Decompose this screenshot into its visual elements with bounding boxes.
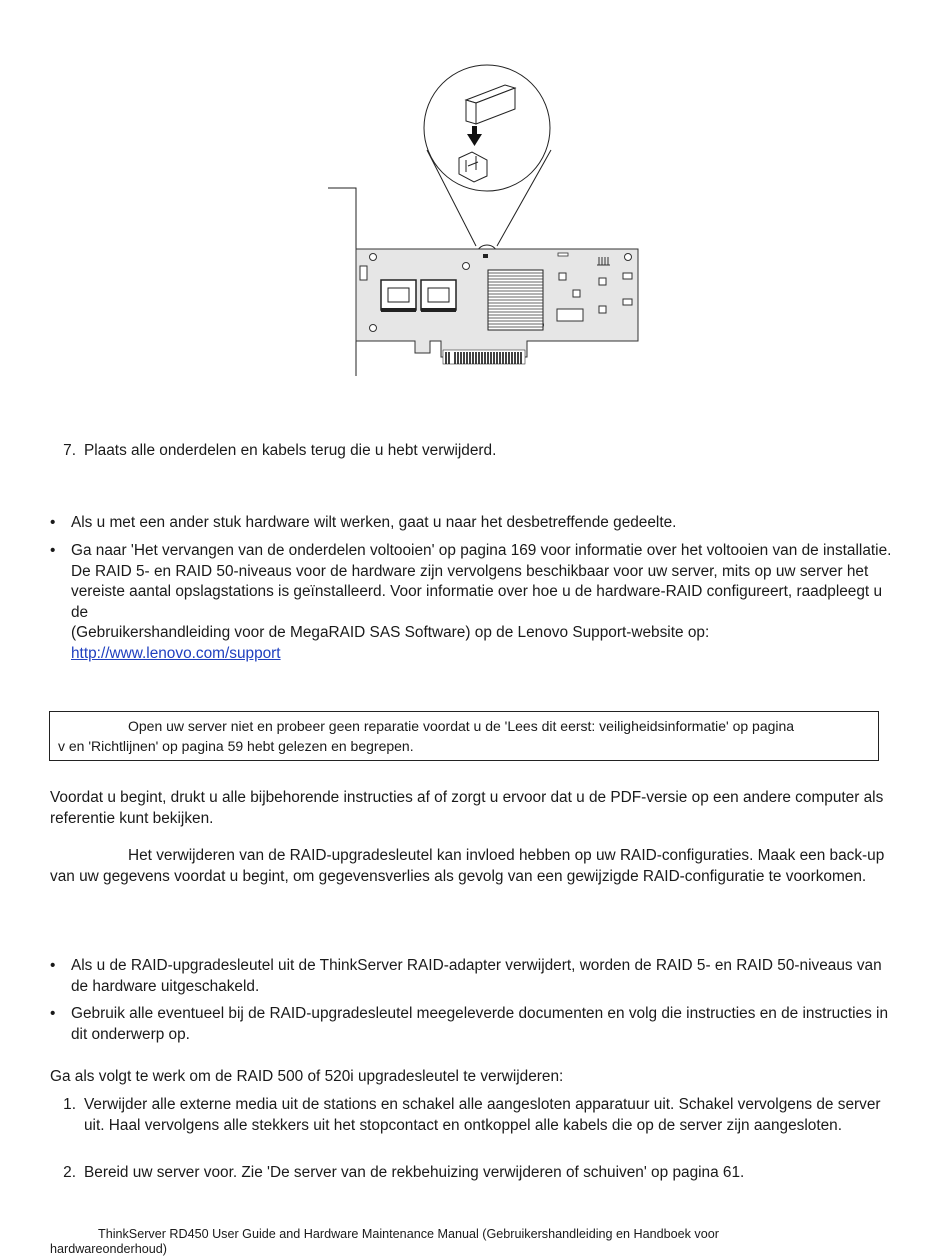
attention-box — [49, 711, 879, 761]
bullet-text-sub: (Gebruikershandleiding voor de MegaRAID SAS Software) op de Lenovo Support-website op: — [71, 624, 710, 641]
raid-adapter-illustration — [320, 55, 650, 385]
insert-arrow — [467, 126, 482, 146]
step-text: Bereid uw server voor. Zie 'De server van de rekbehuizing verwijderen of schuiven' op pagina 61. — [84, 1164, 745, 1181]
bullet-marker: • — [50, 542, 56, 559]
footer-line-1: ThinkServer RD450 User Guide and Hardware Maintenance Manual (Gebruikershandleiding en Handboek voor — [98, 1227, 719, 1241]
bullet-text-main: Ga naar 'Het vervangen van de onderdelen voltooien' op pagina 169 voor informatie over het voltooien van de installatie. De RAID 5- en RAID 50-niveaus voor de hardware zijn vervolgens beschikbaar voor uw server, mits op uw server het vereiste aantal opslagstations is geïnstalleerd. Voor informatie over hoe u de hardware-RAID configureert, raadpleegt u de — [71, 542, 892, 621]
bullet-text: Gebruik alle eventueel bij de RAID-upgradesleutel meegeleverde documenten en volg die instructies en de instructies in dit onderwerp op. — [71, 1005, 889, 1043]
adapter-board — [356, 249, 638, 364]
bullet-text — [71, 541, 901, 664]
mounting-bracket — [328, 188, 356, 376]
intro-paragraph: Voordat u begint, drukt u alle bijbehorende instructies af of zorgt u ervoor dat u de PDF-versie op een andere computer als referentie kunt bekijken. — [50, 789, 884, 827]
step-number: 1. — [63, 1096, 76, 1113]
step-number: 7. — [63, 442, 76, 459]
upgrade-key — [466, 85, 515, 124]
procedure-intro: Ga als volgt te werk om de RAID 500 of 520i upgradesleutel te verwijderen: — [50, 1068, 564, 1085]
attention-line-1: Open uw server niet en probeer geen reparatie voordat u de 'Lees dit eerst: veiligheidsinformatie' op pagina — [128, 718, 795, 734]
note-rest: een back-up van uw gegevens voordat u begint, om gegevensverlies als gevolg van een gewijzigde RAID-configuratie te voorkomen. — [50, 847, 885, 885]
bullet-marker: • — [50, 1005, 56, 1022]
page-footer — [50, 1227, 810, 1257]
bullet-text: Als u de RAID-upgradesleutel uit de ThinkServer RAID-adapter verwijdert, worden de RAID 5- en RAID 50-niveaus van de hardware uitgeschakeld. — [71, 957, 882, 995]
note-paragraph — [50, 846, 890, 887]
bullet-text: Als u met een ander stuk hardware wilt werken, gaat u naar het desbetreffende gedeelte. — [71, 514, 677, 531]
note-line-1: Het verwijderen van de RAID-upgradesleutel kan invloed hebben op uw RAID-configuraties. Maak — [128, 847, 796, 864]
attention-line-2: v en 'Richtlijnen' op pagina 59 hebt gelezen en begrepen. — [58, 738, 414, 754]
step-text: Verwijder alle externe media uit de stations en schakel alle aangesloten apparatuur uit. Schakel vervolgens de server uit. Haal vervolgens alle stekkers uit het stopcontact en ontkoppel alle kabels die op de server zijn aangesloten. — [84, 1096, 881, 1134]
footer-line-2: hardwareonderhoud) — [50, 1242, 167, 1256]
step-text: Plaats alle onderdelen en kabels terug die u hebt verwijderd. — [84, 442, 497, 459]
step-number: 2. — [63, 1164, 76, 1181]
bullet-marker: • — [50, 514, 56, 531]
lenovo-support-link[interactable]: http://www.lenovo.com/support — [71, 644, 281, 662]
bullet-marker: • — [50, 957, 56, 974]
key-connector — [459, 152, 487, 182]
